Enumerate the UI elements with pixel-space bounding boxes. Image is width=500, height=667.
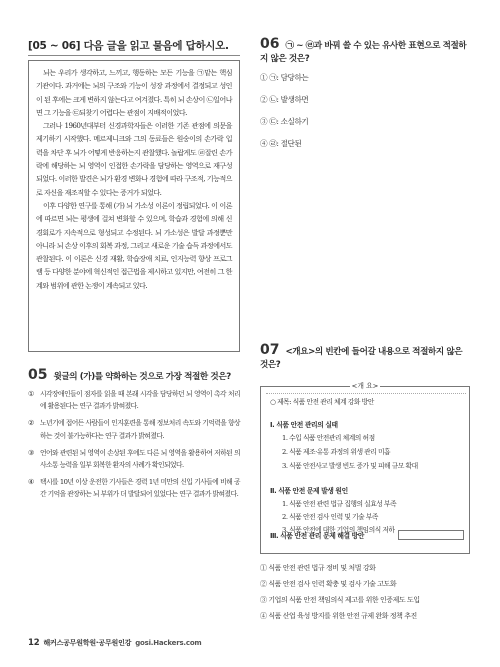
option-2[interactable]: ② 노년기에 접어든 사람들이 인지훈련을 통해 정보처리 속도와 기억력을 향상하는 것이 불가능하다는 연구 결과가 밝혀졌다.	[28, 419, 240, 440]
outline-divider	[266, 393, 466, 395]
option-3[interactable]: ③ 기업의 식품 안전 책임의식 제고를 위한 인증제도 도입	[260, 596, 420, 604]
option-1[interactable]: ① 식품 안전 관련 법규 정비 및 처벌 강화	[260, 564, 376, 572]
outline-item: 1. 식품 안전 관련 법규 집행의 실효성 부족	[282, 500, 397, 508]
question-number: 06	[260, 36, 280, 52]
passage-paragraph-2: 그러나 1960년대부터 신경과학자들은 이러한 기존 관점에 의문을 제기하기 시작했다. 메르제니크와 그의 동료들은 원숭이의 손가락 입력을 차단 후 뇌가 어떻게 반응하는지 관찰했다. 놀랍게도 ㉣잘린 손가락에 해당하는 뇌 영역이 인접한 손가락을 담당하는 영역으로 재구성되었다. 이러한 발견은 뇌가 환경 변화나 경험에 따라 구조적, 기능적으로 자신을 재조직할 수 있다는 증거가 되었다.	[36, 121, 232, 197]
question-number: 07	[260, 342, 280, 358]
outline-item: 1. 수입 식품 안전관리 체계의 허점	[282, 434, 375, 442]
outline-section-2: Ⅱ. 식품 안전 문제 발생 원인	[270, 487, 348, 495]
option-3[interactable]: ③ 언어와 관련된 뇌 영역이 손상된 후에도 다른 뇌 영역을 활용하여 저하된 의사소통 능력을 일부 회복한 환자의 사례가 확인되었다.	[28, 448, 240, 470]
outline-topic: ○ 제목: 식품 안전 관리 체계 강화 방안	[270, 398, 374, 406]
question-text-line1: <개요>의 빈칸에 들어갈 내용으로 적절하지 않은	[285, 347, 463, 357]
outline-item: 3. 식품 안전에 대한 기업의 책임의식 저하	[282, 526, 395, 534]
option-4[interactable]: ④ 택시를 10년 이상 운전한 기사들은 경력 1년 미만의 신입 기사들에 비해 공간 기억을 관장하는 뇌 부위가 더 발달되어 있었다는 연구 결과가 밝혀졌다.	[28, 478, 240, 499]
question-text-line2: 지 않은 것은?	[260, 54, 310, 64]
question-text-line2: 것은?	[260, 360, 281, 370]
outline-section-1: Ⅰ. 식품 안전 관리의 실태	[270, 421, 338, 429]
question-set-instruction: [05 ~ 06] 다음 글을 읽고 물음에 답하시오.	[28, 40, 229, 52]
footer-publisher: 해커스공무원학원·공무원인강	[43, 639, 132, 647]
option-4[interactable]: ④ ㉣: 절단된	[260, 139, 302, 148]
passage-paragraph-1: 뇌는 우리가 생각하고, 느끼고, 행동하는 모든 기능을 ㉠맡는 핵심 기관이다. 과거에는 뇌의 구조와 기능이 성장 과정에서 결정되고 성인이 된 후에는 크게 변하지 않는다고 여겨졌다. 특히 뇌 손상이 ㉡일어나면 그 기능을 ㉢되찾기 어렵다는 관점이 지배적이었다.	[36, 68, 232, 117]
q6-options	[260, 72, 470, 160]
divider	[28, 55, 240, 56]
outline-item: 2. 식품 제조·유통 과정의 위생 관리 미흡	[282, 448, 391, 456]
passage-paragraph-3: 이후 다양한 연구를 통해 (가) 뇌 가소성 이론이 정립되었다. 이 이론에 따르면 뇌는 평생에 걸쳐 변화할 수 있으며, 학습과 경험에 의해 신경회로가 지속적으로 형성되고 수정된다. 뇌 가소성은 발달 과정뿐만 아니라 뇌 손상 이후의 회복 과정, 그리고 새로운 기술 습득 과정에서도 관찰된다. 이 이론은 신경 재활, 학습장애 치료, 인지능력 향상 프로그램 등 다양한 분야에 혁신적인 접근법을 제시하고 있지만, 여전히 그 한계와 범위에 관한 논쟁이 계속되고 있다.	[36, 200, 232, 290]
option-3[interactable]: ③ ㉢: 소실하기	[260, 117, 309, 126]
outline-blank-box	[398, 530, 464, 540]
q7-options	[260, 563, 472, 627]
outline-item: 2. 식품 안전 검사 인력 및 기술 부족	[282, 513, 378, 521]
q5-options	[28, 388, 240, 506]
question-text-line1: ㉠ ~ ㉣과 바꿔 쓸 수 있는 유사한 표현으로 적절하	[285, 41, 467, 51]
page-number: 12	[28, 638, 40, 648]
outline-item: 3. 식품 안전사고 발생 빈도 증가 및 피해 규모 확대	[282, 462, 418, 470]
option-1[interactable]: ① ㉠: 담당하는	[260, 73, 309, 82]
question-5	[28, 367, 240, 384]
question-number: 05	[28, 367, 48, 383]
option-4[interactable]: ④ 식품 산업 육성 방지를 위한 안전 규제 완화 정책 추진	[260, 612, 417, 620]
question-text: 윗글의 (가)를 약화하는 것으로 가장 적절한 것은?	[53, 372, 231, 382]
option-2[interactable]: ② ㉡: 발생하면	[260, 95, 309, 104]
question-6	[260, 36, 470, 66]
outline-title: <개 요>	[351, 382, 379, 390]
outline-section-3: Ⅲ. 식품 안전 관리 문제 해결 방안	[270, 532, 364, 540]
reading-passage	[28, 60, 240, 352]
option-1[interactable]: ① 시각장애인들이 점자를 읽을 때 본래 시각을 담당하던 뇌 영역이 촉각 처리에 활용된다는 연구 결과가 밝혀졌다.	[28, 390, 240, 411]
footer-site: gosi.Hackers.com	[135, 639, 202, 647]
option-2[interactable]: ② 식품 안전 검사 인력 확충 및 검사 기술 고도화	[260, 580, 397, 588]
question-7	[260, 342, 470, 372]
page-footer	[28, 638, 202, 648]
